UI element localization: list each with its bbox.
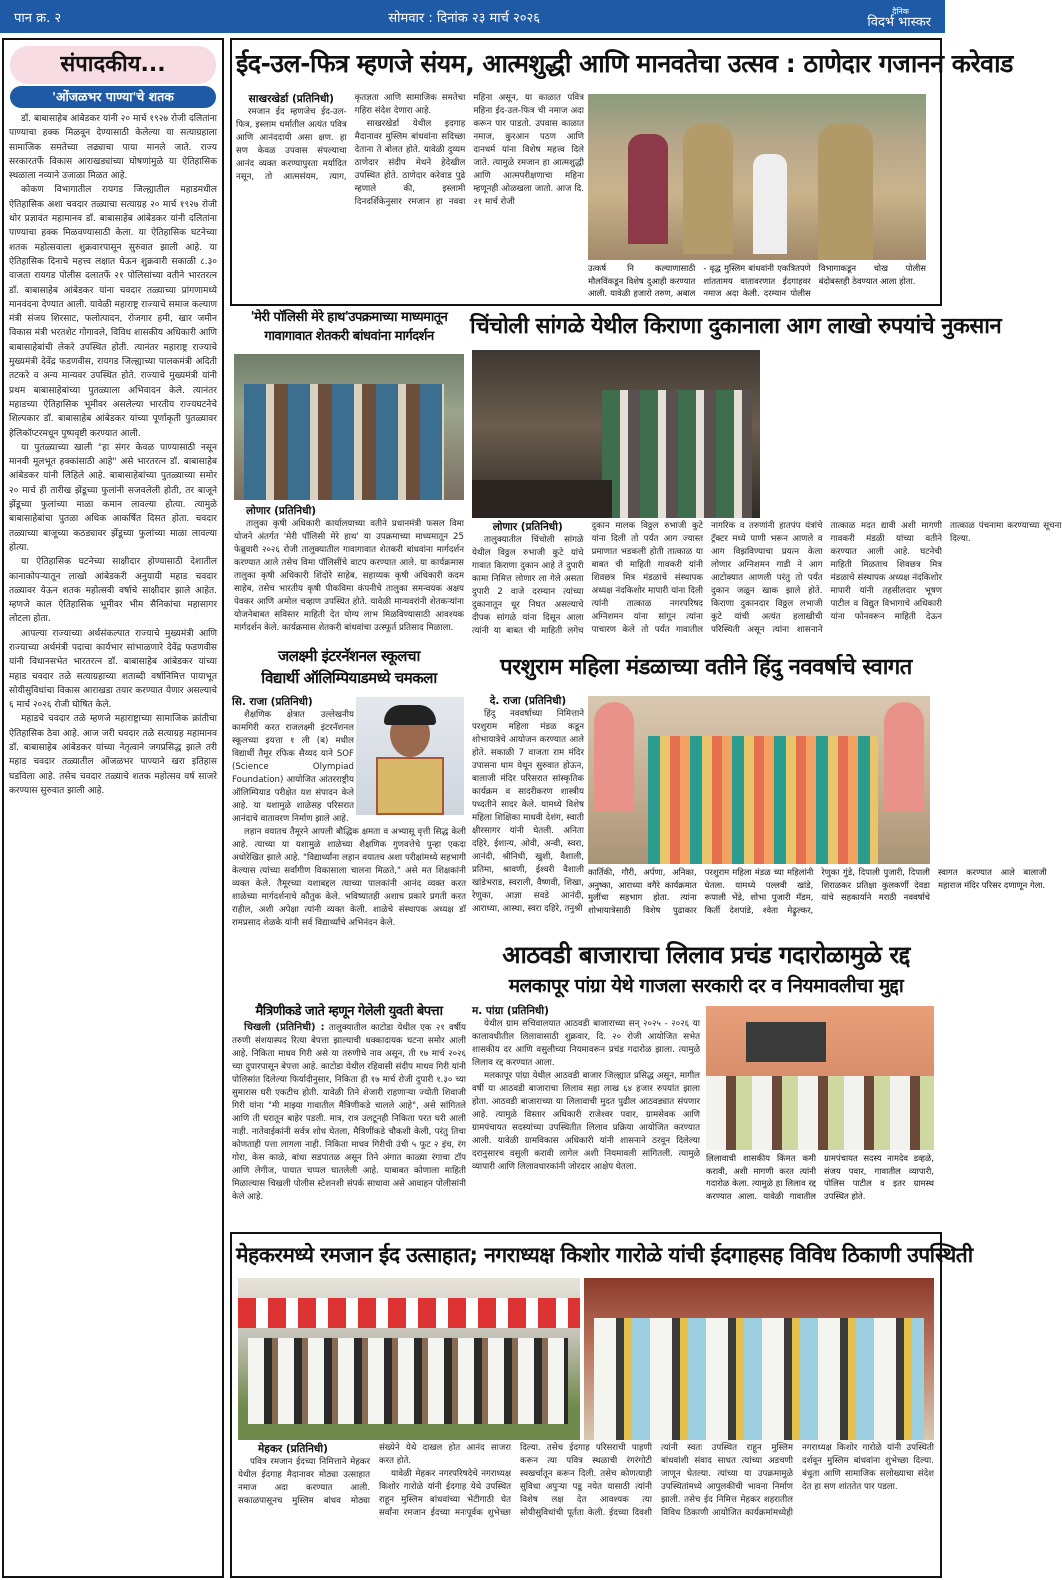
paragraph: रमजान ईद म्हणजेच ईद-उल-फित्र, इस्लाम धर्मातील अत्यंत पवित्र आणि आनंददायी असा क्षण. हा सण केवळ उपवास संपल्याचा आनंद व्यक्त करण्यापुरता मर्यादित नसून, तो आत्मसंयम, त्याग, कृतज्ञता आणि सामाजिक समतेचा गहिरा संदेश देणारा आहे. — [236, 93, 466, 182]
byline: साखरखेर्डा (प्रतिनिधी) — [248, 93, 334, 105]
paragraph: डॉ. बाबासाहेब आंबेडकर यांनी २० मार्च १९२७ रोजी दलितांना पाण्याचा हक्क मिळवून देण्यासाठी केलेल्या या सत्याग्रहाला सामाजिक समतेच्या लढ्याचा पाया मानले जाते. राज्य सरकारतर्फे विकास आराखड्यांच्या घोषणांमुळे या ऐतिहासिक स्थळाला नव्याने उजाळा मिळत आहे. — [9, 114, 217, 182]
paragraph: या ऐतिहासिक घटनेच्या साक्षीदार होण्यासाठी देशातील कानाकोपऱ्यातून लाखो आंबेडकरी अनुयायी महाड चवदार तळ्यावर येऊन शतक महोत्सवी वर्षाचे साक्षीदार झाले आहेत. म्हणजे काल ऐतिहासिक भूमीवर भीम सैनिकांचा महासागर लोटला होता. — [9, 557, 217, 625]
article-missing-girl — [232, 1003, 466, 1227]
article-parashuram-mandal — [470, 648, 1047, 930]
headline-line-1: आठवडी बाजाराचा लिलाव प्रचंड गदारोळामुळे रद्द — [502, 941, 910, 969]
meeting-photo — [706, 1006, 934, 1150]
byline: म. पांग्रा (प्रतिनिधी) — [472, 1005, 549, 1017]
article-body — [234, 504, 464, 641]
article-body — [236, 92, 584, 300]
paragraph: मलकापूर पांग्रा येथील आठवडी बाजार जिल्ह्यात प्रसिद्ध असून, मागील वर्षी या आठवडी बाजाराचा लिलाव सहा लाख ६४ हजार रुपयांत झाला होता. आठवडी बाजाराच्या या लिलावाची मुदत पुढील आठवड्यात संपणार आहे. त्यामुळे विस्तार अधिकारी राजेश्वर पवार, ग्रामसेवक आणि ग्रामपंचायत सदस्यांच्या उपस्थितीत लिलाव प्रक्रिया आयोजित करण्यात आली. यावेळी ग्रामविकास अधिकारी यांनी शासनाने ठरवून दिलेल्या दरानुसारच वसुली करावी लागेल अशी नियमावली सांगितली. त्यामुळे व्यापारी आणि लिलावधारकांनी जोरदार आक्षेप घेतला. — [472, 1071, 700, 1172]
paragraph: कोकण विभागातील रायगड जिल्ह्यातील महाडमधील ऐतिहासिक अशा चवदार तळ्याचा सत्याग्रह २० मार्च १९२७ रोजी थोर प्रज्ञावंत महामानव डॉ. बाबासाहेब आंबेडकर यांनी दलितांना पाण्याचा हक्क मिळवण्यासाठी केला. या ऐतिहासिक घटनेच्या शतक महोत्सवाला शुक्रवारपासून सुरुवात झाली आहे. या ऐतिहासिक दिनाचे महत्त्व लक्षात घेऊन शुक्रवारी सकाळी ८.३० वाजता रायगड पोलीस दलातर्फे २१ पोलिसांच्या वतीने भारतरत्न डॉ. बाबासाहेब आंबेडकर यांना चवदार तळ्याच्या प्रांगणामध्ये मानवंदना देण्यात आली. यावेळी महाराष्ट्र राज्याचे समाज कल्याण मंत्री संजय शिरसाट, फलोत्पादन, रोजगार हमी, खार जमीन विकास मंत्री भरतशेट गोगावले, विविध शासकीय अधिकारी आणि बाबासाहेबांची लेकरे उपस्थित होती. त्यानंतर महाराष्ट्र राज्याचे मुख्यमंत्री देवेंद्र फडणवीस, रायगड जिल्ह्याच्या पालकमंत्री अदिती तटकरे व अन्य मान्यवर उपस्थित होते. राज्याचे मुख्यमंत्री यांनी प्रथम बाबासाहेबांच्या पुतळ्याला अभिवादन केले. त्यानंतर महाडच्या ऐतिहासिक भूमीवर असलेल्या भारतीय राज्यघटनेचे शिल्पकार डॉ. बाबासाहेब आंबेडकर यांच्या पूर्णाकृती पुतळ्यावर हेलिकॉप्टरमधून पुष्पवृष्टी करण्यात आली. — [9, 185, 217, 439]
byline: चिखली (प्रतिनिधी) : — [244, 1022, 325, 1033]
women-group-photo — [588, 696, 930, 864]
paragraph: आपल्या राज्याच्या अर्थसंकल्पात राज्याचे मुख्यमंत्री आणि राज्याच्या अर्थमंत्री पदाचा कार्यभार सांभाळणारे देवेंद्र फडणवीस यांनी विधानसभेत भारतरत्न डॉ. बाबासाहेब आंबेडकर यांच्या महाड चवदार तळे सत्याग्रहाच्या शताब्दी वर्षानिमित्त पायाभूत सोयीसुविधांचा विकास आराखडा तयार करण्यात येणार असल्याचे ६ मार्च २०२६ रोजी घोषित केले. — [9, 628, 217, 711]
article-body — [232, 1021, 466, 1227]
paragraph: येथील ग्राम सचिवालयात आठवडी बाजाराच्या सन् २०२५ - २०२६ या कालावधीतील लिलावासाठी शुक्रवार, दि. २० रोजी आयोजित सभेत शासकीय दर आणि वसुलीच्या नियमावरून प्रचंड गदारोळ झाला. त्यामुळे लिलाव रद्द करण्यात आला. — [472, 1019, 700, 1068]
photo-caption: उत्कर्ष नि कल्याणासाठी मौलविंकडून विशेष दुआही करण्यात आली. यावेळी हजारो तरुण, अबाल - वृद्ध मुस्लिम बांधवांनी एकत्रितपणे शांततामय वातावरणात ईदगाहवर नमाज अदा केली. दरम्यान पोलीस विभागाकडून चोख पोलीस बंदोबस्तही ठेवण्यात आला होता. — [588, 263, 926, 298]
headline-line-1: 'मेरी पॉलिसी मेरे हाथ'उपक्रमाच्या माध्यमातून — [250, 310, 448, 325]
issue-date: सोमवार : दिनांक २३ मार्च २०२६ — [388, 10, 541, 26]
paragraph: हिंदु नववर्षाच्या निमित्ताने परशुराम महिला मंडळ कडून शोभायात्रेचे आयोजन करण्यात आले होते. सकाळी 7 वाजता राम मंदिर उपासना धाम येथून सुरुवात होऊन, बालाजी मंदिर परिसरात सांस्कृतिक कार्यक्रम व सादरीकरण शास्त्रीय पध्दतीने सादर केले. यामध्ये विशेष महिला शिक्षिका माधवी देशंग, स्वाती क्षीरसागर यांनी घेतली. अनिता दहिरे, ईशान्य, ओवी, अन्वी, स्वरा, आनंदी, श्रीनिधी, खुशी, वैशाली, प्रतिमा, श्रावणी, ईश्वरी वैशाली खांडेभराड, स्वराली, वैष्णवी, शिखा, रेणुका, आज्ञा सवडे आनंदी, आराध्या, आस्था, स्वरा दहिरे, तनुश्री — [472, 709, 584, 914]
byline: लोणार (प्रतिनिधी) — [246, 505, 317, 517]
brand-name: विदर्भ भास्कर — [867, 14, 931, 30]
headline-line-2: विद्यार्थी ऑलिम्पियाडमध्ये चमकला — [261, 669, 437, 687]
article-body — [472, 1004, 700, 1226]
page-number: पान क्र. २ — [14, 10, 62, 26]
article-athavadi-bazar — [470, 938, 942, 1228]
eidgah-photo — [238, 1278, 580, 1440]
paragraph: तालुका कृषी अधिकारी कार्यालयाच्या वतीने प्रधानमंत्री फसल विमा योजने अंतर्गत 'मेरी पॉलिसी मेरे हाथ' या उपक्रमाच्या माध्यमातून 25 फेब्रुवारी २०२६ रोजी तालुक्यातील गावागावात शेतकरी बांधवांना मार्गदर्शन करण्यात आले तसेच विमा पॉलिसींचे वाटप करण्यात आले. या कार्यक्रमास तालुका कृषी अधिकारी शिंदोरे साहेब, सहाय्यक कृषी अधिकारी कदम साहेब, तसेच भारतीय कृषी पीकविमा कंपनीचे तालुका समन्वयक अक्षय पेवकर आणि अमोल चव्हाण उपस्थित होते. यावेळी मान्यवरांनी शेतकऱ्यांना योजनेबाबत सविस्तर माहिती देत योग्य लाभ मिळविण्यासाठी आवश्यक मार्गदर्शन केले. कार्यक्रमास शेतकरी बांधवांचा उत्स्फूर्त प्रतिसाद मिळाला. — [234, 519, 464, 633]
headline: चिंचोली सांगळे येथील किराणा दुकानाला आग लाखो रुपयांचे नुकसान — [470, 314, 1002, 339]
byline: सि. राजा (प्रतिनिधी) — [232, 696, 313, 708]
article-body — [232, 695, 466, 1000]
article-meri-policy — [232, 308, 466, 643]
editorial-title: संपादकीय... — [10, 46, 216, 84]
article-mehkar-eid — [230, 1232, 973, 1578]
photo-caption: कार्तिकी, गौरी, अर्पणा, अनिका, अनुष्का, आराध्या वगैरे कार्यक्रमात मुलींचा सहभाग होता. त्यांना शोभायात्रेसाठी विशेष पुढाकार परशुराम महिला मंडळ च्या महिलांनी घेतला. यामध्ये पल्लवी खांडे, रूपाली भेंडे, शोभा पुजारी मॅडम, किर्ती देशपांडे, श्वेता मेढ्रुल्कर, रेणुका गुंडे, दिपाली पुजारी, दिपाली शिराळकर प्रतिक्षा कुलकर्णी देवडा यांचे सहकार्याने मराठी नववर्षाचे स्वागत करण्यात आले बालाजी महाराज मंदिर परिसर दणाणून गेला. — [588, 867, 1047, 915]
article-jalakshmi-school — [232, 645, 466, 1000]
paragraph: तालुक्यातील चिंचोली सांगळे येथील विठ्ठल रुभाजी कुटे यांचे गावात किराणा दुकान आहे ते दुपारी कामा निमित्त लोणार ला गेले असता दुपारी 2 वाजे दरम्यान त्यांच्या दुकानातून धूर निघत असल्याचे दीपक सांगळे यांना दिसून आला त्यांनी या बाबत ची माहिती लगेच दुकान मालक विठ्ठल रुभाजी कुटे यांना दिली तो पर्यंत आग ज्यास्त प्रमाणात भडकली होती तात्काळ या बाबत ची माहिती गावकरी यांनी शिवछत्र मित्र मंडळाचे संस्थापक अध्यक्ष नंदकिशोर मापारी यांना दिली त्यांनी तात्काळ नगरपरिषद अग्निशमन यांना सांगून त्यांना पाचारण केले तो पर्यंत गावातील नागरिक व तरुणांनी हातपंप यंत्रांचे ट्रॅक्टर मध्ये पाणी भरून आणले व आग विझविण्याचा प्रयत्न केला लोणार अग्निशमन गाडी ने आग आटोक्यात आणली परंतु तो पर्यंत दुकान जळून खाक झाले होते. किराणा दुकानदार विठ्ठल लभाजी कुटे यांची अत्यंत हलाखीची परिस्थिती असून त्यांना शासनाने तात्काळ मदत द्यावी अशी मागणी गावकरी मंडळी यांच्या वतीने करण्यात आली आहे. घटनेची माहिती मिळताच शिवछत्र मित्र मंडळाचे संस्थापक अध्यक्ष नंदकिशोर मापारी यांनी तहसीलदार भूषण पाटील व विद्युत विभागाचे अधिकारी यांना फोनवरून माहिती देऊन तात्काळ पंचनामा करण्याच्या सूचना दिल्या. — [472, 521, 1062, 636]
paragraph: यावेळी मेहकर नगरपरिषदेचे नगराध्यक्ष किशोर गारोळे यांनी ईदगाह येथे उपस्थित राहून मुस्लिम बांधवांच्या भेटीगाठी घेत सर्वांना रमजान ईदच्या मनःपूर्वक शुभेच्छा दिल्या. तसेच ईदगाह परिसराची पाहणी करून त्या पवित्र स्थळाची रंगरंगोटी स्वखर्चातून करून दिली. तसेच कोणत्याही सुविधा अपुऱ्या पडू नयेत यासाठी त्यांनी विशेष लक्ष देत आवश्यक त्या सोयीसुविधांची पूर्तता केली. ईदच्या दिवशी त्यांनी स्वतः उपस्थित राहून मुस्लिम बांधवांशी संवाद साधत त्यांच्या अडचणी जाणून घेतल्या. त्यांच्या या उपक्रमामुळे उपस्थितांमध्ये आपुलकीची भावना निर्माण झाली. तसेच ईद निमित्त मेहकर शहरातील विविध ठिकाणी आयोजित कार्यक्रमांमध्येही नगराध्यक्ष किशोर गारोळे यांनी उपस्थिती दर्शवून मुस्लिम बांधवांना शुभेच्छा दिल्या. बंधुता आणि सामाजिक सलोख्याचा संदेश देत हा सण शांततेत पार पडला. — [379, 1443, 934, 1518]
paragraph: शैक्षणिक क्षेत्रात उल्लेखनीय कामगिरी करत राजलक्ष्मी इंटरनॅशनल स्कूलच्या इयत्ता १ ली (ब) मधील विद्यार्थी तैमूर रफिक सैय्यद याने SOF (Science Olympiad Foundation) आयोजित आंतरराष्ट्रीय ऑलिम्पियाड परीक्षेत यश संपादन केले आहे. या यशामुळे शाळेसह परिसरात आनंदाचे वातावरण निर्माण झाले आहे. — [232, 710, 354, 824]
article-body — [472, 520, 1062, 642]
paragraph: महाडचे चवदार तळे म्हणजे महाराष्ट्राच्या सामाजिक क्रांतीचा ऐतिहासिक ठेवा आहे. आज जरी चवदार तळे सत्याग्रह महामानव डॉ. बाबासाहेब आंबेडकर यांच्या नेतृत्वाने जगप्रसिद्ध झाले तरी महाड चवदार तळ्यातील ओंजळभर पाण्याने खरा इतिहास घडविला आहे. तसेच चवदार तळ्याचे शतक महोत्सव वर्ष साजरे करण्यास सुरुवात झाली आहे. — [9, 714, 217, 796]
brand-tag: दैनिक — [892, 6, 909, 16]
newspaper-logo — [867, 6, 931, 28]
headline-line-2: गावागावात शेतकरी बांधवांना मार्गदर्शन — [264, 329, 434, 344]
headline-line-2: मलकापूर पांग्रा येथे गाजला सरकारी दर व नियमावलीचा मुद्दा — [508, 975, 904, 997]
byline: दे. राजा (प्रतिनिधी) — [489, 695, 567, 707]
paragraph: साखरखेर्डा येथील इदगाह मैदानावर मुस्लिम बांधवांना सदिच्छा देताना ते बोलत होते. यावेळी दुय्यम ठाणेदार संदीप मेथने हेदेखील उपस्थित होते. ठाणेदार करेवाड पुढे म्हणाले की, इस्लामी दिनदर्शिकेनुसार रमजान हा नववा महिना असून, या काळात पवित्र महिना ईद-उल-फित्र ची नमाज अदा करून पार पाडतो. उपवास काळात नमाज, कुरआन पठण आणि दानधर्म यांना विशेष महत्त्व दिले जाते. त्यामुळे रमजान हा आत्मशुद्धी आणि आत्मपरीक्षणाचा महिना म्हणूनही ओळखला जातो. आज दि. २१ मार्च रोजी — [354, 93, 584, 207]
headline-line-1: जलक्ष्मी इंटरनॅशनल स्कूलचा — [278, 647, 420, 665]
paragraph: पवित्र रमजान ईदच्या निमित्ताने मेहकर येथील ईदगाह मैदानावर मोठ्या उत्साहात नमाज अदा करण्यात आली. सकाळपासूनच मुस्लिम बांधव मोठ्या संख्येने येथे दाखल होत आनंद साजरा करत होते. — [238, 1443, 511, 1506]
masthead-bar — [0, 0, 945, 33]
paragraph: तालुक्यातील काटोडा येथील एक २१ वर्षीय तरुणी संशयास्पद रित्या बेपत्ता झाल्याची धक्कादायक घटना समोर आली आहे. निकिता माधव गिरी असे या तरुणीचे नाव असून, ती १७ मार्च २०२६ च्या दुपारपासून बेपत्ता आहे. काटोडा येथील रहिवासी संदीप माधव गिरी यांनी पोलिसांत दिलेल्या फिर्यादीनुसार, निकिता ही १७ मार्च रोजी दुपारी १.३० च्या सुमारास घरी एकटीच होती. यावेळी तिने शेजारी राहणाऱ्या ज्योती शिवाजी गिरी यांना "मी माझ्या गावातील मैत्रिणीकडे चालले आहे", असे सांगितले आणि ती घरातून बाहेर पडली. मात्र, रात्र उलटूनही निकिता परत घरी आली नाही. नातेवाईकांनी सर्वत्र शोध घेतला, मैत्रिणींकडे चौकशी केली, परंतु तिचा कोणताही पत्ता लागला नाही. निकिता माधव गिरीची उंची ५ फूट २ इंच, रंग गोरा, केस काळे, बांधा सडपातळ असून तिने अंगात काळ्या रंगाचा टॉप आणि लेगीज, पायात चप्पल घातलेली आहे. याबाबत कोणाला माहिती मिळाल्यास चिखली पोलीस स्टेशनशी संपर्क साधावा असे आवाहन पोलीसांनी केले आहे. — [232, 1023, 467, 1202]
article-body — [238, 1442, 934, 1574]
headline: मेहकरमध्ये रमजान ईद उत्साहात; नगराध्यक्ष किशोर गारोळे यांची ईदगाहसह विविध ठिकाणी उपस्थिती — [236, 1243, 973, 1267]
article-body — [472, 694, 584, 914]
article-chincholi-fire — [470, 308, 1062, 643]
headline: ईद-उल-फित्र म्हणजे संयम, आत्मशुद्धी आणि मानवतेचा उत्सव : ठाणेदार गजानन करेवाड — [236, 49, 1013, 78]
photo-caption: लिलावाची शासकीय किंमत कमी करावी, अशी मागणी करत त्यांनी गदारोळ केला. त्यामुळे हा लिलाव रद्द करण्यात आला. यावेळी गावातील ग्रामपंचायत सदस्य नामदेव डव्हळे, संजय पवार, गावातील व्यापारी, पोलिस पाटील व इतर ग्रामस्थ उपस्थित होते. — [706, 1153, 934, 1201]
editorial-body — [9, 112, 217, 1572]
editorial-subtitle: 'ओंजळभर पाण्या'चे शतक — [10, 86, 216, 108]
headline: मैत्रिणीकडे जाते म्हणून गेलेली युवती बेपत्ता — [255, 1004, 443, 1019]
byline: मेहकर (प्रतिनिधी) — [258, 1443, 328, 1455]
farmers-photo — [234, 354, 464, 500]
eid-photo — [588, 94, 926, 260]
greeting-photo — [584, 1278, 934, 1440]
article-eid-sakharkherda — [230, 38, 1013, 306]
fire-photo — [472, 350, 760, 518]
paragraph: लहान वयातच तैमूरने आपली बौद्धिक क्षमता व अभ्यासू वृत्ती सिद्ध केली आहे. त्याच्या या यशामुळे शाळेच्या शैक्षणिक गुणवत्तेचे पुन्हा एकदा अधोरेखित झाले आहे. "विद्यार्थ्यांना लहान वयातच अशा परीक्षांमध्ये सहभागी केल्यास त्यांच्या सर्वांगीण विकासाला चालना मिळते," असे मत शिक्षकांनी व्यक्त केले. तैमूरच्या यशाबद्दल त्याच्या पालकांनी आनंद व्यक्त करत शाळेच्या मार्गदर्शनाचे कौतुक केले. भविष्यातही अशाच प्रकारे प्रगती करत राहील, अशी अपेक्षा त्यांनी व्यक्त केली. शाळेचे संस्थापक अध्यक्ष डॉ रामप्रसाद शेळके यांनी सर्व विद्यार्थ्यांचे अभिनंदन केले. — [232, 827, 466, 928]
byline: लोणार (प्रतिनिधी) — [492, 521, 563, 533]
headline: परशुराम महिला मंडळाच्या वतीने हिंदु नववर्षाचे स्वागत — [500, 655, 912, 680]
editorial-column — [2, 38, 224, 1578]
paragraph: या पुतळ्याच्या खाली "हा संगर केवळ पाण्यासाठी नसून मानवी मूलभूत हक्कांसाठी आहे" असे भारतरत्न डॉ. बाबासाहेब आंबेडकर यांनी लिहिले आहे. बाबासाहेबांच्या पुतळ्याच्या समोर २० मार्च ही तारीख झेंडूच्या फुलांनी सजवलेली होती, तर बाजूने झेंडूच्या फुलांच्या माळा कमान लावल्या होत्या. त्यामुळे बाबासाहेबांचा पुतळा अधिक आकर्षित दिसत होता. चवदार तळ्याच्या बाजूच्या कठड्यावर झेंडूच्या फुलांच्या माळा लावल्या होत्या. — [9, 442, 217, 553]
